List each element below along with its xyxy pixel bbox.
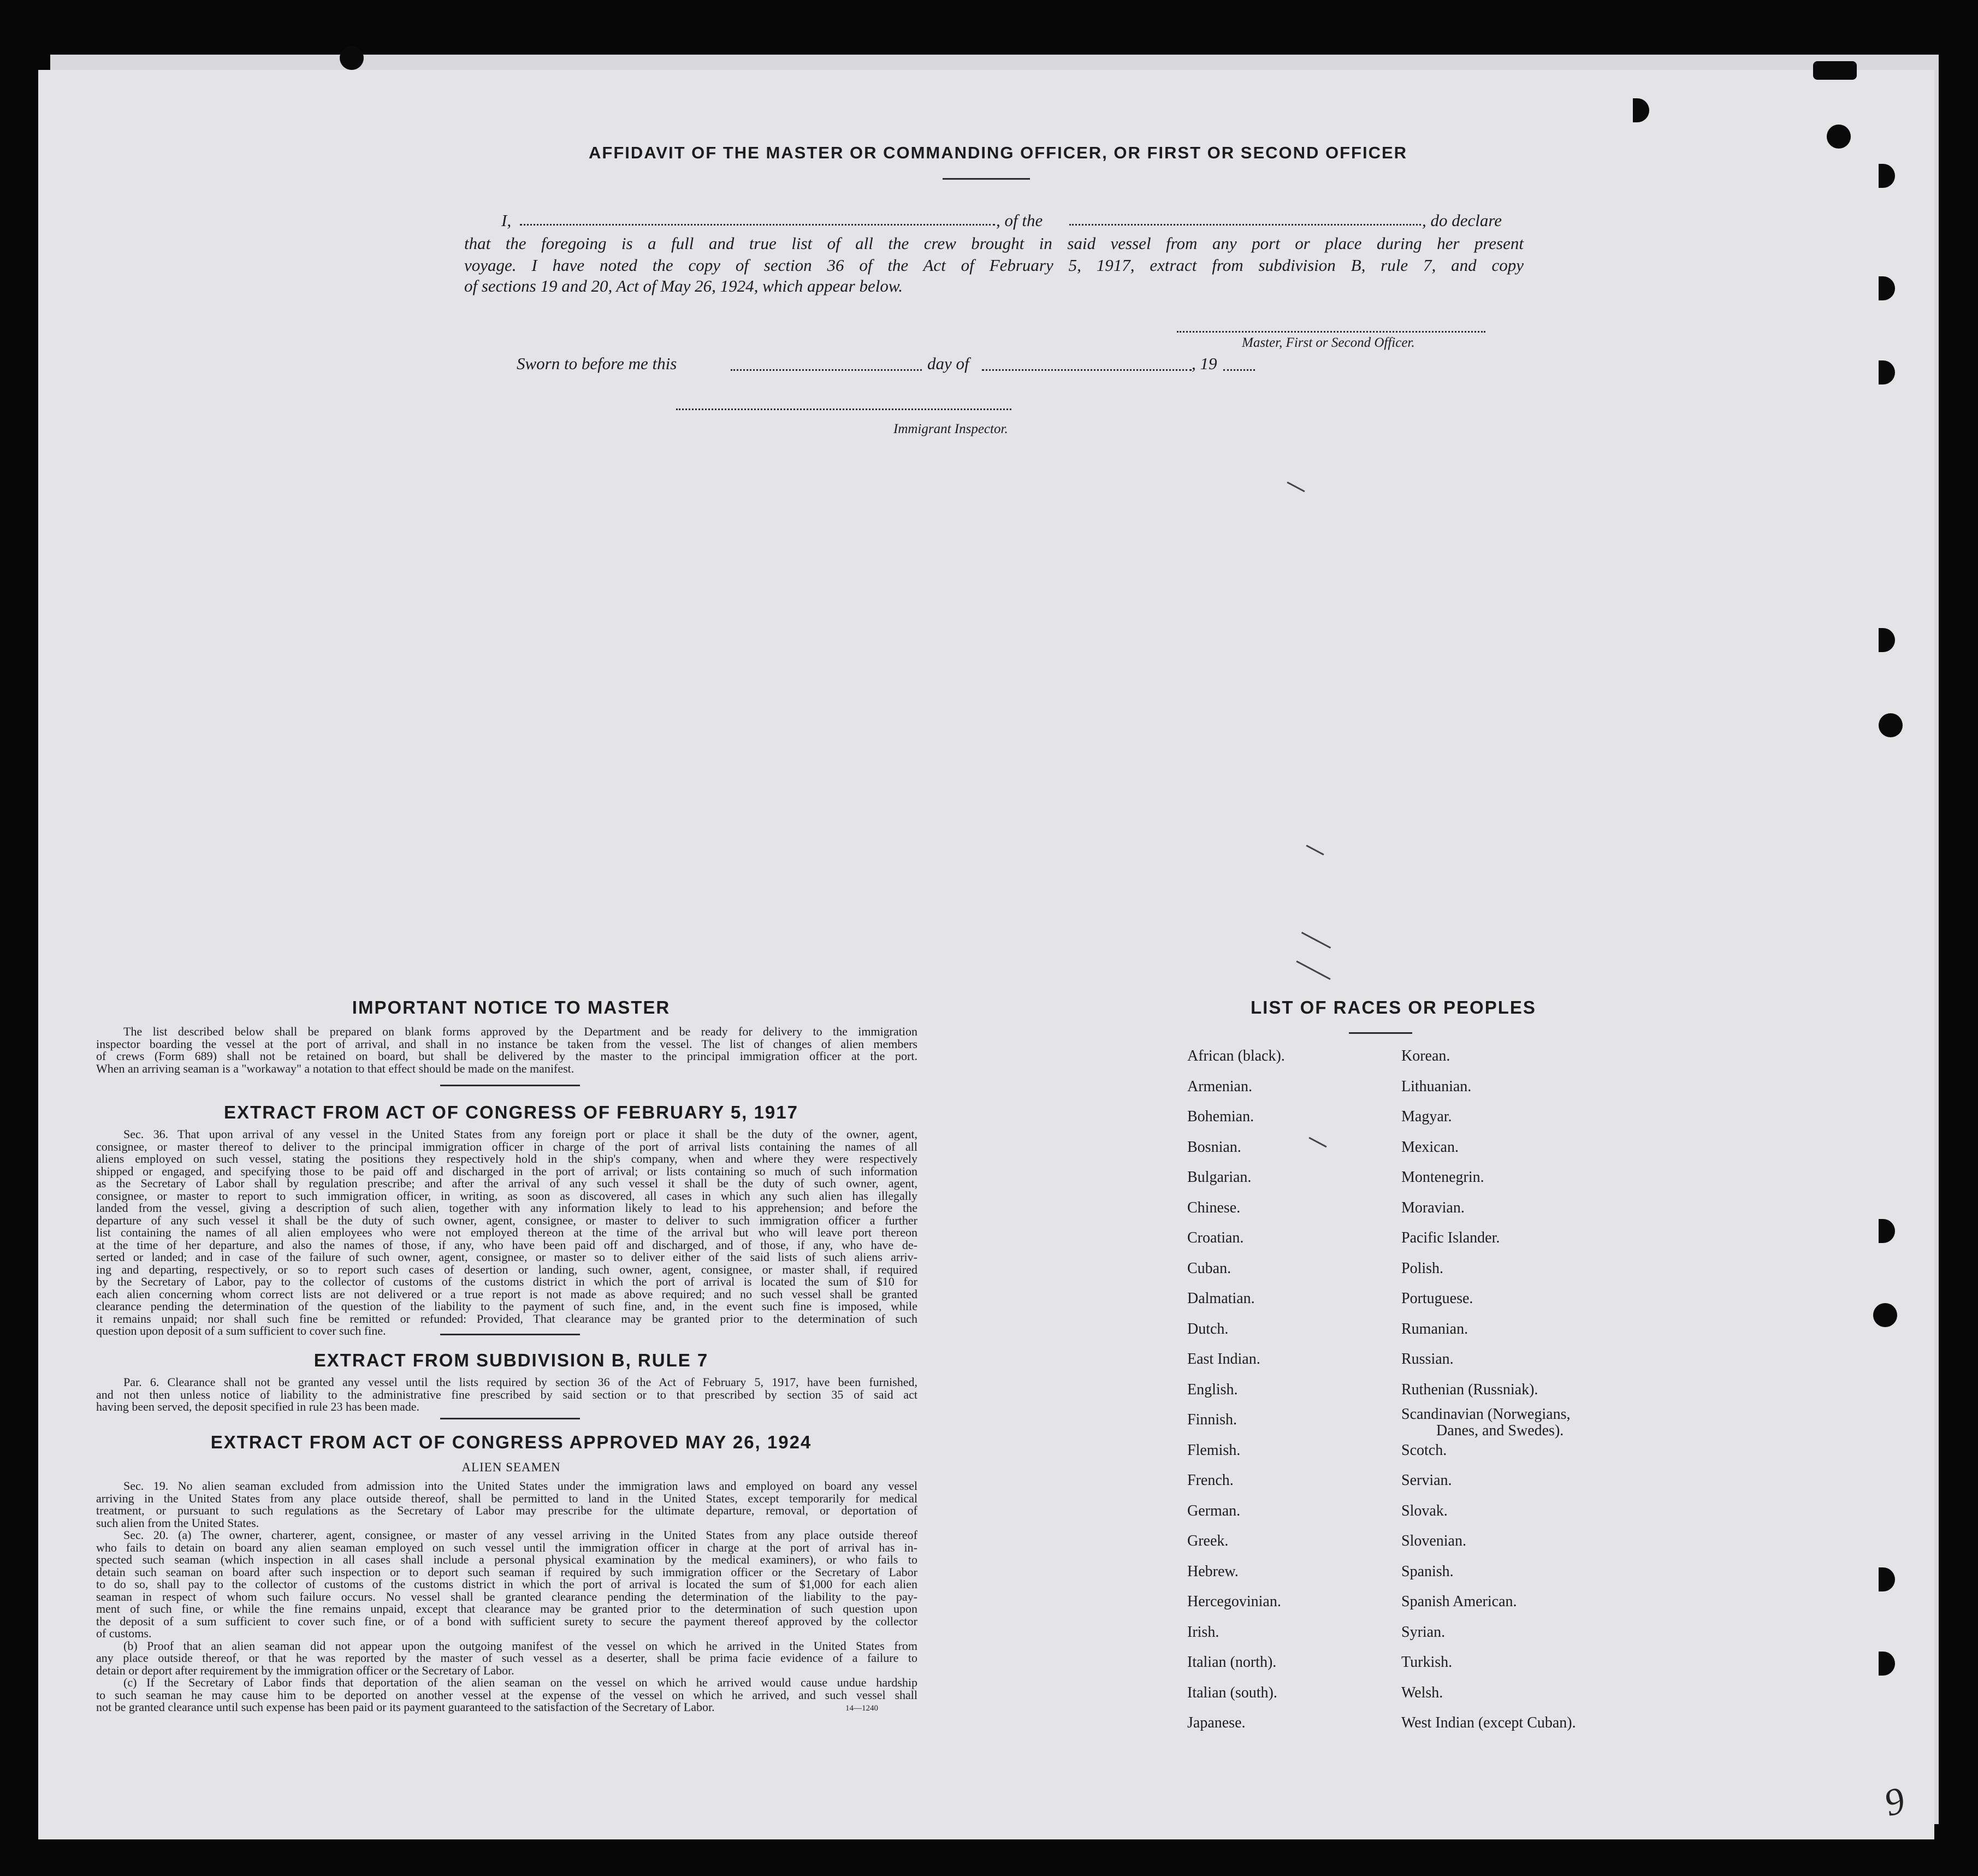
rule-line: having been served, the deposit specified in rule 23 has been made. (96, 1400, 419, 1413)
affidavit-line-1: that the foregoing is a full and true list of all the crew brought in said vessel from any port or place during her present (464, 234, 1524, 253)
race-item: Japanese. (1187, 1714, 1246, 1731)
extract-line: ing and departing, respectively, or so to report such cases of desertion or landing, such owner, agent, consignee, or master shall, if required (96, 1262, 917, 1276)
race-item: Chinese. (1187, 1199, 1241, 1216)
race-item: Servian. (1401, 1472, 1452, 1489)
extract-line: consignee, or master thereof to deliver to the principal immigration officer in charge of the port of arrival lists containing the names of all (96, 1139, 917, 1153)
master-signature-field[interactable] (1177, 331, 1485, 333)
punch-hole (340, 46, 364, 70)
races-underline (1349, 1032, 1412, 1034)
extract-line: departure of any such vessel it shall be the duty of such owner, agent, consignee, or master to deliver to such immigration officer a further (96, 1213, 917, 1227)
extract-line: by the Secretary of Labor, pay to the collector of customs of the customs district in which the port of arrival is located the sum of $10 for (96, 1275, 917, 1288)
race-item: Croatian. (1187, 1229, 1244, 1246)
declarant-name-field[interactable] (520, 224, 995, 226)
affidavit-line-2: voyage. I have noted the copy of section 36 of the Act of February 5, 1917, extract from subdivision B, rule 7, and copy (464, 256, 1524, 275)
race-item-continued: Danes, and Swedes). (1436, 1422, 1564, 1439)
inspector-signature-field[interactable] (676, 409, 1011, 410)
divider (440, 1085, 580, 1086)
affidavit-title: AFFIDAVIT OF THE MASTER OR COMMANDING OFFICER, OR FIRST OR SECOND OFFICER (589, 143, 1408, 162)
race-item: Cuban. (1187, 1259, 1231, 1277)
extract-1924-body (96, 1480, 917, 1714)
race-item: Italian (south). (1187, 1684, 1277, 1701)
corner-handwritten-mark: 9 (1880, 1779, 1910, 1825)
race-item: Flemish. (1187, 1441, 1241, 1459)
races-title: LIST OF RACES OR PEOPLES (1251, 997, 1536, 1017)
rule-7-body (96, 1376, 917, 1413)
extract-line: at the time of her departure, and also the names of those, if any, who have been paid off and discharged, and of those, if any, who have de- (96, 1238, 917, 1252)
extract-line: not be granted clearance until such expense has been paid or its payment guaranteed to the satisfaction of the Secretary of Labor. (96, 1700, 715, 1714)
race-item: Welsh. (1401, 1684, 1443, 1701)
extract-line: shipped or engaged, and specifying those to be paid off and discharged in the port of arrival; or lists containing so much of such information (96, 1164, 917, 1178)
extract-1924-title: EXTRACT FROM ACT OF CONGRESS APPROVED MAY 26, 1924 (210, 1432, 812, 1452)
race-item: Hercegovinian. (1187, 1593, 1281, 1610)
race-item: Slovak. (1401, 1502, 1448, 1519)
extract-line: list containing the names of all alien employees who were not employed thereon at the time of the arrival but who will leave port thereon (96, 1226, 917, 1239)
race-item: Armenian. (1187, 1078, 1252, 1095)
race-item: West Indian (except Cuban). (1401, 1714, 1576, 1731)
race-item: English. (1187, 1381, 1238, 1398)
race-item: Pacific Islander. (1401, 1229, 1500, 1246)
divider (440, 1418, 580, 1419)
notice-body (96, 1026, 917, 1075)
extract-line: landed from the vessel, giving a description of such alien, together with any information likely to lead to his apprehension; and before the (96, 1201, 917, 1215)
notice-title: IMPORTANT NOTICE TO MASTER (352, 997, 671, 1017)
form-number: 14—1240 (845, 1704, 878, 1713)
extract-line: the deposit of a sum sufficient to cover such fine, or of a bond with sufficient surety to secure the payment thereof approved by the collector (96, 1614, 917, 1628)
race-item: Slovenian. (1401, 1532, 1466, 1549)
sworn-day-field[interactable] (731, 369, 922, 371)
race-item: Ruthenian (Russniak). (1401, 1381, 1538, 1398)
race-item: Portuguese. (1401, 1290, 1473, 1307)
extract-line: question upon deposit of a sum sufficient to cover such fine. (96, 1324, 386, 1338)
race-item: Dalmatian. (1187, 1290, 1255, 1307)
extract-line: clearance pending the determination of the question of the liability to the payment of such fine, and, in the event such fine is imposed, while (96, 1299, 917, 1313)
punch-hole (1879, 713, 1903, 737)
extract-line: to such seaman he may cause him to be deported on another vessel at the expense of the vessel on which he arrived, and such vessel shall (96, 1688, 917, 1702)
race-item: Turkish. (1401, 1654, 1453, 1671)
race-item: Montenegrin. (1401, 1169, 1484, 1186)
extract-line: detain such seaman on board after such inspection or to deport such seaman if required by such immigration officer or the Secretary of Labor (96, 1565, 917, 1579)
extract-line: Sec. 36. That upon arrival of any vessel in the United States from any foreign port or place it shall be the duty of the owner, agent, (123, 1127, 917, 1141)
race-item: Dutch. (1187, 1320, 1229, 1338)
extract-line: as the Secretary of Labor shall by regulation prescribe; and after the arrival of any such vessel it shall be the duty of such owner, agent, (96, 1176, 917, 1190)
race-item: Bohemian. (1187, 1108, 1254, 1125)
extract-line: to do so, shall pay to the collector of customs of the customs district in which the port of arrival is located the sum of $1,000 for each alien (96, 1577, 917, 1591)
race-item: Spanish American. (1401, 1593, 1517, 1610)
extract-line: detain or deport after requirement by the immigration officer or the Secretary of Labor. (96, 1663, 514, 1677)
year-label: , 19 (1192, 354, 1217, 373)
rule-7-title: EXTRACT FROM SUBDIVISION B, RULE 7 (313, 1350, 709, 1370)
vessel-name-field[interactable] (1069, 224, 1421, 226)
race-item: German. (1187, 1502, 1241, 1519)
race-item: Polish. (1401, 1259, 1444, 1277)
race-item: Scotch. (1401, 1441, 1447, 1459)
master-signature-label: Master, First or Second Officer. (1242, 335, 1415, 350)
race-item: Scandinavian (Norwegians, (1401, 1406, 1571, 1423)
rule-line: and not then unless notice of liability to the administrative fine prescribed by said section or to that prescribed by section 35 of said act (96, 1387, 917, 1401)
punch-hole (1873, 1303, 1897, 1327)
extract-line: of customs. (96, 1626, 152, 1640)
race-item: Italian (north). (1187, 1654, 1277, 1671)
race-item: Rumanian. (1401, 1320, 1468, 1338)
race-item: Korean. (1401, 1048, 1450, 1064)
race-item: Russian. (1401, 1351, 1454, 1368)
extract-line: each alien concerning whom correct lists are not delivered or a true report is not made as above required; and no such vessel shall be granted (96, 1287, 917, 1301)
race-item: Spanish. (1401, 1563, 1454, 1580)
extract-line: such alien from the United States. (96, 1516, 259, 1530)
day-of-label: day of (927, 354, 969, 373)
do-declare-label: , do declare (1422, 211, 1502, 230)
race-item: French. (1187, 1472, 1234, 1489)
rule-line: Par. 6. Clearance shall not be granted any vessel until the lists required by section 36 of the Act of February 5, 1917, have been furnished, (123, 1375, 917, 1389)
extract-1917-body (96, 1128, 917, 1338)
extract-line: ment of such fine, or while the fine remains unpaid, except that clearance may be granted prior to the determination of such question upon (96, 1602, 917, 1615)
extract-line: serted or landed; and in case of the failure of such owner, agent, consignee, or master so to deliver either of the said lists of such aliens arriv- (96, 1250, 917, 1264)
race-item: Moravian. (1401, 1199, 1465, 1216)
notice-line: The list described below shall be prepared on blank forms approved by the Department and be ready for delivery to the immigration (123, 1025, 917, 1038)
sworn-month-field[interactable] (982, 369, 1192, 371)
extract-line: treatment, or pursuant to such regulations as the Secretary of Labor may prescribe for the ultimate departure, removal, or deportation of (96, 1504, 917, 1517)
race-item: Greek. (1187, 1532, 1229, 1549)
declarant-start: I, (501, 211, 512, 230)
extract-line: Sec. 19. No alien seaman excluded from admission into the United States under the immigration laws and employed on board any vessel (123, 1479, 917, 1493)
extract-line: (c) If the Secretary of Labor finds that deportation of the alien seaman on the vessel on which he arrived would cause undue hardship (123, 1676, 917, 1689)
affidavit-line-3: of sections 19 and 20, Act of May 26, 1924, which appear below. (464, 276, 903, 295)
race-item: Hebrew. (1187, 1563, 1239, 1580)
extract-line: aliens employed on such vessel, stating the positions they respectively hold in the ship's company, when and where they were respectively (96, 1152, 917, 1165)
race-item: Bosnian. (1187, 1138, 1241, 1156)
inspector-label: Immigrant Inspector. (893, 422, 1008, 436)
extract-line: arriving in the United States from any place outside thereof, shall be permitted to land in the United States, except temporarily for medical (96, 1491, 917, 1505)
sworn-label: Sworn to before me this (517, 354, 677, 373)
punch-hole (1827, 125, 1851, 149)
extract-line: consignee, or master to report to such immigration officer, in writing, as soon as discovered, all cases in which any such alien has illegally (96, 1188, 917, 1203)
extract-line: it remains unpaid; nor shall such fine be remitted or refunded: Provided, That clearance may be granted prior to the determination of such (96, 1311, 917, 1325)
race-item: Finnish. (1187, 1411, 1237, 1428)
divider (440, 1334, 580, 1335)
race-item: African (black). (1187, 1048, 1285, 1064)
extract-line: (b) Proof that an alien seaman did not appear upon the outgoing manifest of the vessel on which he arrived in the United States from (123, 1638, 917, 1653)
race-item: Mexican. (1401, 1138, 1459, 1156)
extract-1917-title: EXTRACT FROM ACT OF CONGRESS OF FEBRUARY 5, 1917 (224, 1102, 798, 1122)
race-item: East Indian. (1187, 1351, 1260, 1368)
race-item: Bulgarian. (1187, 1169, 1252, 1186)
torn-corner (1813, 61, 1857, 80)
extract-line: who fails to detain on board any alien seaman employed on such vessel until the immigration officer in charge at the port of arrival has in- (96, 1540, 917, 1554)
alien-seamen-subtitle: ALIEN SEAMEN (461, 1460, 561, 1474)
extract-line: spected such seaman (which inspection in all cases shall include a personal physical examination by the medical examiners), or who fails to (96, 1553, 917, 1566)
notice-line: of crews (Form 689) shall not be retained on board, but shall be delivered by the master to the principal immigration officer at the port. (96, 1049, 917, 1063)
race-item: Magyar. (1401, 1108, 1452, 1125)
title-underline (943, 178, 1030, 180)
notice-line: inspector boarding the vessel at the port of arrival, and shall in no instance be taken from the vessel. The list of changes of alien members (96, 1037, 917, 1051)
of-the-label: , of the (996, 211, 1043, 230)
extract-line: any place outside thereof, or that he was reported by the master of such vessel as a deserter, shall be prima facie evidence of a failure to (96, 1651, 917, 1665)
race-item: Irish. (1187, 1623, 1219, 1641)
sworn-year-field[interactable] (1223, 369, 1255, 371)
extract-line: Sec. 20. (a) The owner, charterer, agent, consignee, or master of any vessel arriving in the United States from any place outside thereof (123, 1528, 917, 1542)
notice-line: When an arriving seaman is a "workaway" a notation to that effect should be made on the manifest. (96, 1061, 575, 1075)
race-item: Lithuanian. (1401, 1078, 1472, 1095)
race-item: Syrian. (1401, 1623, 1446, 1641)
extract-line: seaman in respect of whom such failure occurs. No vessel shall be granted clearance pending the determination of the liability to the pay- (96, 1589, 917, 1603)
